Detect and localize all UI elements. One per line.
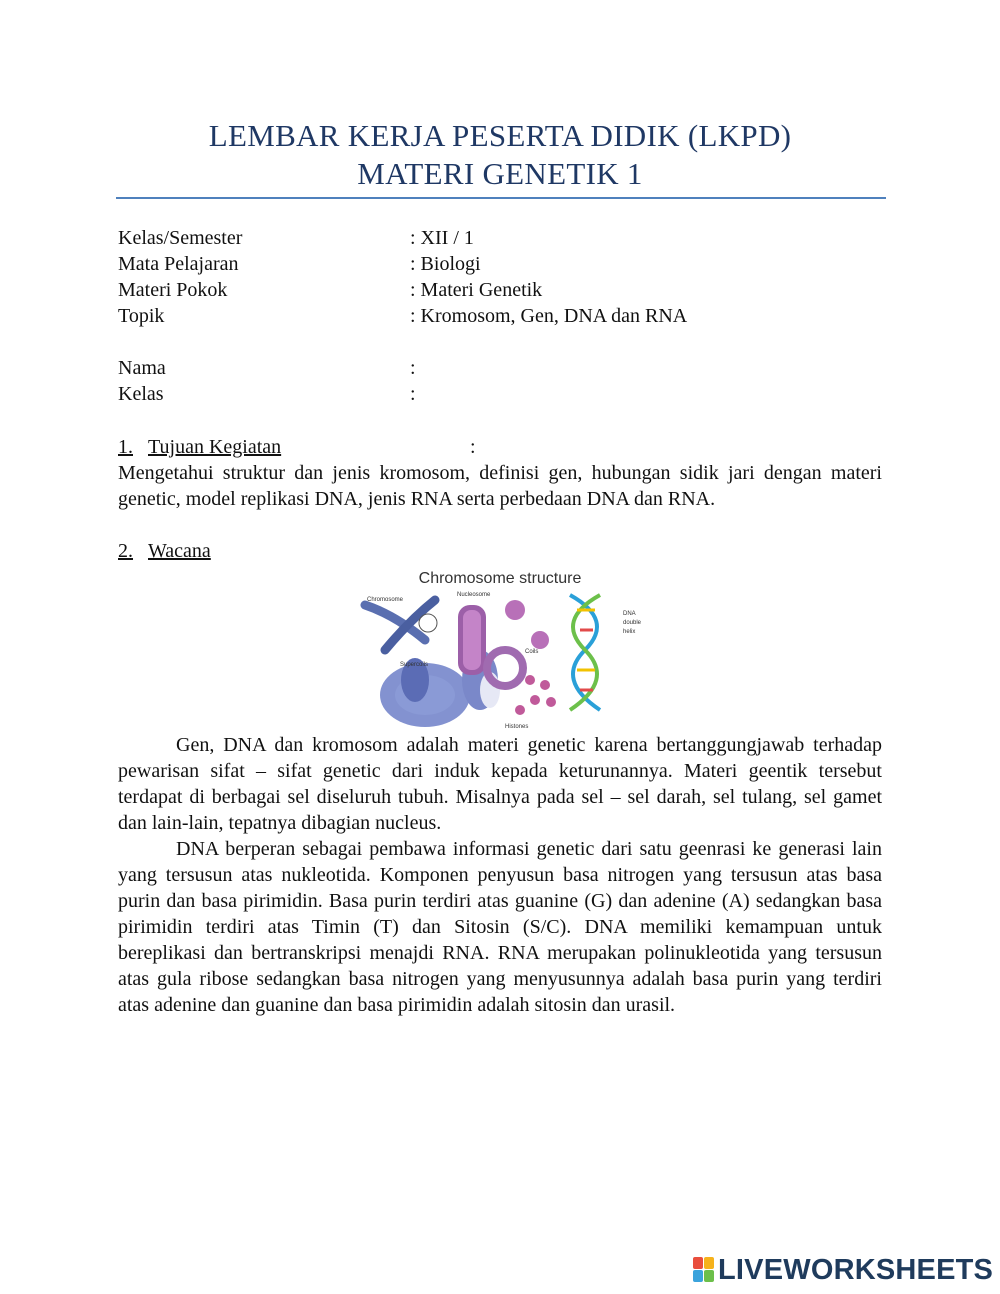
student-label: Nama [118, 357, 166, 379]
student-label: Kelas [118, 383, 164, 405]
section-number: 2. [118, 540, 133, 562]
label-nucleosome: Nucleosome [457, 592, 491, 598]
liveworksheets-logo[interactable] [693, 1254, 993, 1286]
student-name-field[interactable]: : [410, 357, 416, 379]
student-table [118, 355, 416, 407]
title-divider [116, 197, 886, 199]
info-row-main-material [118, 277, 687, 303]
reading-paragraph-2: DNA berperan sebagai pembawa informasi genetic dari satu geenrasi ke generasi lain yang tersusun atas nukleotida. Komponen penyusun basa nitrogen yang tersusun atas basa purin dan basa pirimidin. Basa purin terdiri atas guanine (G) dan adenine (A) sedangkan basa pirimidin terdiri atas Timin (T) dan Sitosin (S/C). DNA memiliki kemampuan untuk bereplikasi dan bertranskripsi menajdi RNA. RNA merupakan polinukleotida yang tersusun atas gula ribose sedangkan basa nitrogen yang menyusunnya adalah basa purin yang terdiri atas adenine dan guanine dan basa pirimidin adalah sitosin dan urasil. [118, 838, 882, 1016]
label-supercoils: Supercoils [400, 662, 429, 668]
figure-title: Chromosome structure [418, 570, 582, 587]
section-title: Tujuan Kegiatan [148, 436, 282, 458]
title-line-1: LEMBAR KERJA PESERTA DIDIK (LKPD) [208, 118, 792, 153]
section-2-heading [118, 538, 211, 564]
student-row-name [118, 355, 416, 381]
info-label: Topik [118, 305, 165, 327]
label-coils: Coils [525, 649, 539, 655]
info-label: Mata Pelajaran [118, 253, 239, 275]
info-row-subject [118, 251, 687, 277]
label-chromosome: Chromosome [367, 597, 404, 603]
info-row-topic [118, 303, 687, 329]
student-class-field[interactable]: : [410, 383, 416, 405]
label-dna-3: helix [623, 629, 636, 635]
section-number: 1. [118, 436, 133, 458]
document-title [0, 117, 1000, 193]
section-1-heading [118, 434, 476, 460]
info-label: Kelas/Semester [118, 227, 243, 249]
nucleosome-coil-icon [458, 600, 549, 686]
chromosome-structure-figure [355, 560, 645, 735]
label-histones: Histones [505, 724, 529, 730]
info-value: : Materi Genetik [410, 279, 543, 301]
chromosome-icon [365, 600, 437, 650]
info-label: Materi Pokok [118, 279, 228, 301]
logo-grid-icon [693, 1257, 715, 1283]
info-value: : Biologi [410, 253, 481, 275]
title-line-2: MATERI GENETIK 1 [357, 156, 643, 191]
section-colon: : [470, 436, 476, 458]
reading-paragraph-1: Gen, DNA dan kromosom adalah materi genetic karena bertanggungjawab terhadap pewarisan sifat – sifat genetic dari induk kepada keturunannya. Materi geentik tersebut terdapat di berbagai sel diseluruh tubuh. Misalnya pada sel – sel darah, sel tulang, sel gamet dan lain-lain, tepatnya dibagian nucleus. [118, 734, 882, 834]
info-value: : Kromosom, Gen, DNA dan RNA [410, 305, 688, 327]
logo-text: LIVEWORKSHEETS [718, 1253, 994, 1286]
dna-helix-icon [570, 595, 600, 710]
student-row-class [118, 381, 416, 407]
label-dna-2: double [623, 620, 642, 626]
label-dna-1: DNA [623, 611, 636, 617]
section-title: Wacana [148, 540, 211, 562]
info-table [118, 225, 687, 329]
objective-text: Mengetahui struktur dan jenis kromosom, definisi gen, hubungan sidik jari dengan materi genetic, model replikasi DNA, jenis RNA serta perbedaan DNA dan RNA. [118, 462, 882, 510]
info-value: : XII / 1 [410, 227, 474, 249]
info-row-class-semester [118, 225, 687, 251]
